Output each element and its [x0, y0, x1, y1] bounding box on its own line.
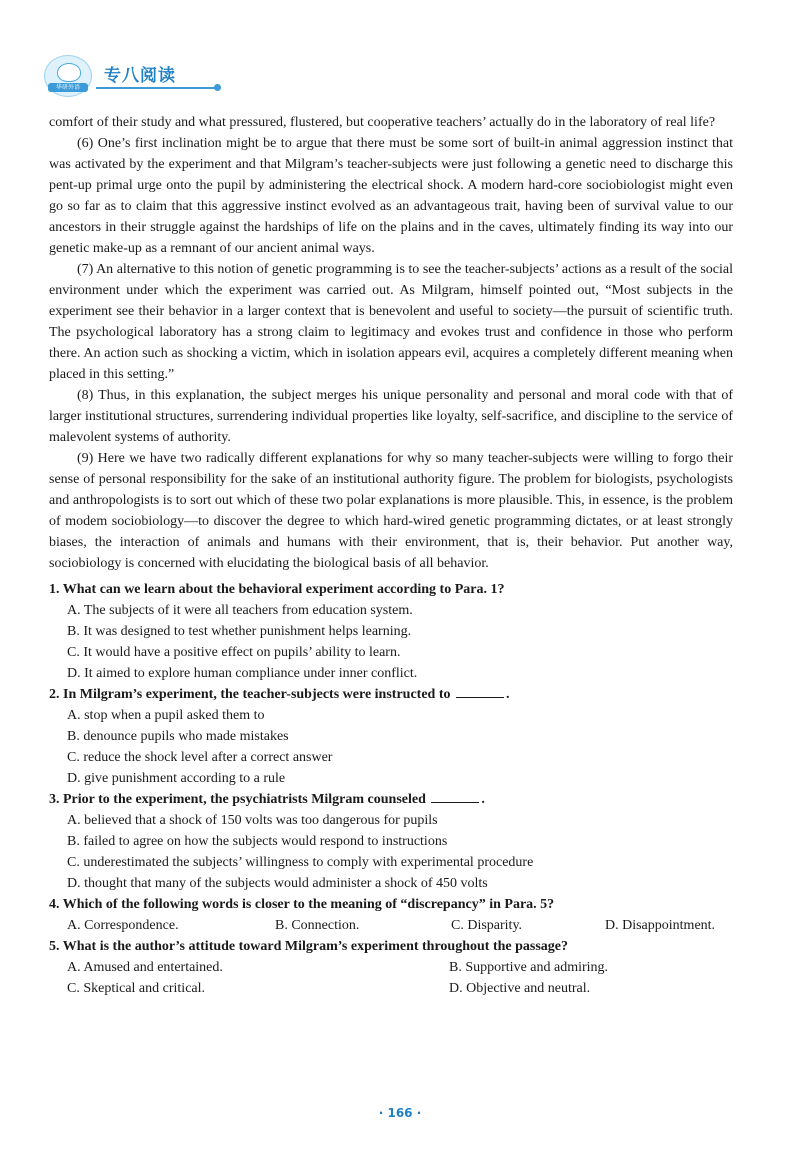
option-a: A. Amused and entertained. [67, 960, 223, 975]
question-1 [49, 579, 733, 684]
option-c: C. underestimated the subjects’ willingness to comply with experimental procedure [67, 855, 534, 870]
option-c: C. It would have a positive effect on pupils’ ability to learn. [67, 645, 401, 660]
option-a: A. stop when a pupil asked them to [67, 708, 265, 723]
option-a: A. believed that a shock of 150 volts was too dangerous for pupils [67, 813, 438, 828]
question-4 [49, 894, 733, 936]
question-stem: 4. Which of the following words is closer to the meaning of “discrepancy” in Para. 5? [49, 897, 555, 912]
question-stem: 3. Prior to the experiment, the psychiatrists Milgram counseled [49, 792, 426, 807]
title-underline [96, 87, 216, 89]
options-row-2 [49, 978, 733, 999]
option-a: A. Correspondence. [67, 918, 179, 933]
option-b: B. denounce pupils who made mistakes [67, 729, 289, 744]
question-stem: 5. What is the author’s attitude toward Milgram’s experiment throughout the passage? [49, 939, 569, 954]
option-b: B. Supportive and admiring. [449, 960, 609, 975]
option-b: B. It was designed to test whether punishment helps learning. [67, 624, 412, 639]
title-dot [214, 84, 221, 91]
option-d: D. thought that many of the subjects would administer a shock of 450 volts [67, 876, 488, 891]
options-row-1 [49, 957, 733, 978]
option-c: C. Skeptical and critical. [67, 981, 206, 996]
option-d: D. It aimed to explore human compliance under inner conflict. [67, 666, 418, 681]
question-stem-line: 2. In Milgram’s experiment, the teacher-subjects were instructed to . [49, 687, 510, 702]
option-d: D. give punishment according to a rule [67, 771, 286, 786]
options-row [49, 915, 733, 936]
question-5 [49, 936, 733, 999]
answer-blank [431, 790, 479, 803]
option-b: B. failed to agree on how the subjects would respond to instructions [67, 834, 448, 849]
paragraph-8: (8) Thus, in this explanation, the subject merges his unique personality and personal and moral code with that of larger institutional structures, surrendering individual properties like loyalty, self-sacrifice, and discipline to the service of malevolent systems of authority. [49, 388, 733, 445]
page-content [49, 112, 733, 999]
option-c: C. reduce the shock level after a correct answer [67, 750, 333, 765]
question-3 [49, 789, 733, 894]
option-c: C. Disparity. [451, 918, 523, 933]
question-stem: 2. In Milgram’s experiment, the teacher-subjects were instructed to [49, 687, 451, 702]
page-number: · 166 · [378, 1106, 422, 1120]
passage-continuation: comfort of their study and what pressured, flustered, but cooperative teachers’ actually do in the laboratory of real life? [49, 115, 716, 130]
paragraph-7: (7) An alternative to this notion of genetic programming is to see the teacher-subjects’ actions as a result of the social environment under which the experiment was carried out. As Milgram, himself pointed out, “Most subjects in the experiment see their behavior in a larger context that is benevolent and useful to society—the pursuit of scientific truth. The psychological laboratory has a strong claim to legitimacy and evokes trust and confidence in those who perform there. An action such as shocking a victim, which in isolation appears evil, acquires a completely different meaning when placed in this setting.” [49, 262, 733, 382]
question-stem-line: 3. Prior to the experiment, the psychiatrists Milgram counseled . [49, 792, 485, 807]
option-d: D. Disappointment. [605, 918, 716, 933]
section-title: 专八阅读 [104, 66, 176, 86]
option-d: D. Objective and neutral. [449, 981, 591, 996]
mascot-face-icon [57, 63, 81, 82]
publisher-logo-icon [44, 55, 92, 97]
question-stem: 1. What can we learn about the behavioral experiment according to Para. 1? [49, 582, 505, 597]
option-a: A. The subjects of it were all teachers from education system. [67, 603, 413, 618]
questions-section [49, 579, 733, 999]
question-2 [49, 684, 733, 789]
logo-text: 华研外语 [48, 83, 88, 92]
paragraph-9: (9) Here we have two radically different explanations for why so many teacher-subjects were willing to forgo their sense of personal responsibility for the sake of an institutional authority figure. The problem for biologists, psychologists and anthropologists is to sort out which of these two polar explanations is more plausible. This, in essence, is the problem of modem sociobiology—to discover the degree to which hard-wired genetic programming dictates, or at least strongly biases, the interaction of animals and humans with their environment, that is, their behavior. Put another way, sociobiology is concerned with elucidating the biological basis of all behavior. [49, 451, 733, 571]
option-b: B. Connection. [275, 918, 360, 933]
paragraph-6: (6) One’s first inclination might be to argue that there must be some sort of built-in animal aggression instinct that was activated by the experiment and that Milgram’s teacher-subjects were just following a genetic need to discharge this pent-up primal urge onto the pupil by administering the electrical shock. A modern hard-core sociobiologist might even go so far as to claim that this aggressive instinct evolved as an advantageous trait, having been of survival value to our ancestors in their struggle against the hardships of life on the plains and in the caves, ultimately finding its way into our genetic make-up as a remnant of our ancient animal ways. [49, 136, 733, 256]
answer-blank [456, 685, 504, 698]
page-header [44, 55, 364, 97]
